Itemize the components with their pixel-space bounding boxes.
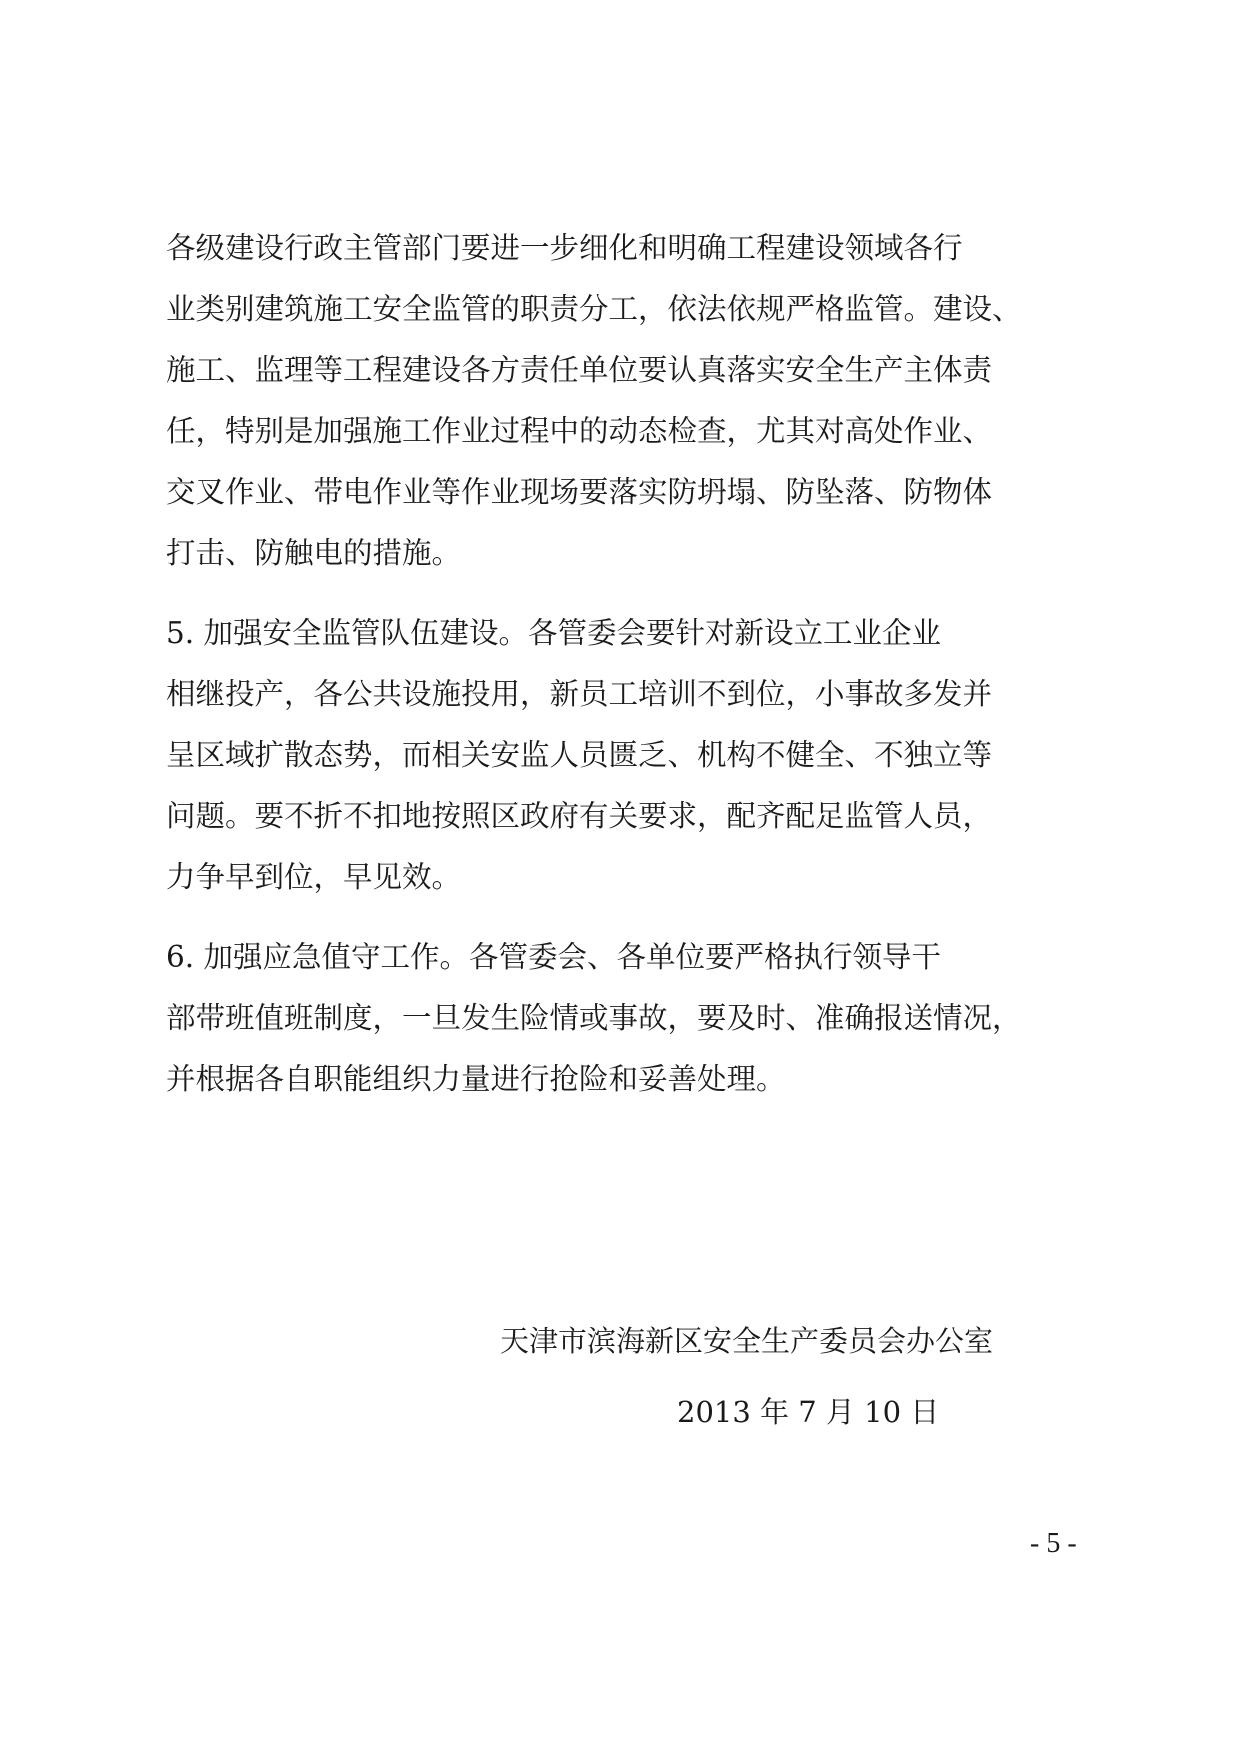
body-line-1: 各级建设行政主管部门要进一步细化和明确工程建设领域各行 <box>166 231 963 265</box>
body-line-5: 交叉作业、带电作业等作业现场要落实防坍塌、防坠落、防物体 <box>166 475 993 509</box>
page-number: - 5 - <box>1030 1528 1077 1559</box>
section-6-line-2: 部带班值班制度，一旦发生险情或事故，要及时、准确报送情况， <box>166 1001 1022 1035</box>
body-line-6: 打击、防触电的措施。 <box>166 536 462 570</box>
section-5-line-5: 力争早到位，早见效。 <box>166 860 462 894</box>
section-5-line-3: 呈区域扩散态势，而相关安监人员匮乏、机构不健全、不独立等 <box>166 738 993 772</box>
section-5-line-2: 相继投产，各公共设施投用，新员工培训不到位，小事故多发并 <box>166 677 993 711</box>
body-line-3: 施工、监理等工程建设各方责任单位要认真落实安全生产主体责 <box>166 353 993 387</box>
section-5-line-4: 问题。要不折不扣地按照区政府有关要求，配齐配足监管人员， <box>166 799 993 833</box>
signature-date: 2013 年 7 月 10 日 <box>677 1395 940 1429</box>
section-6-line-1: 6. 加强应急值守工作。各管委会、各单位要严格执行领导干 <box>166 940 942 974</box>
section-5-line-1: 5. 加强安全监管队伍建设。各管委会要针对新设立工业企业 <box>166 616 942 650</box>
body-line-4: 任，特别是加强施工作业过程中的动态检查，尤其对高处作业、 <box>166 414 993 448</box>
section-6-line-3: 并根据各自职能组织力量进行抢险和妥善处理。 <box>166 1062 786 1096</box>
body-line-2: 业类别建筑施工安全监管的职责分工，依法依规严格监管。建设、 <box>166 292 1022 326</box>
signature-organization: 天津市滨海新区安全生产委员会办公室 <box>500 1324 994 1358</box>
